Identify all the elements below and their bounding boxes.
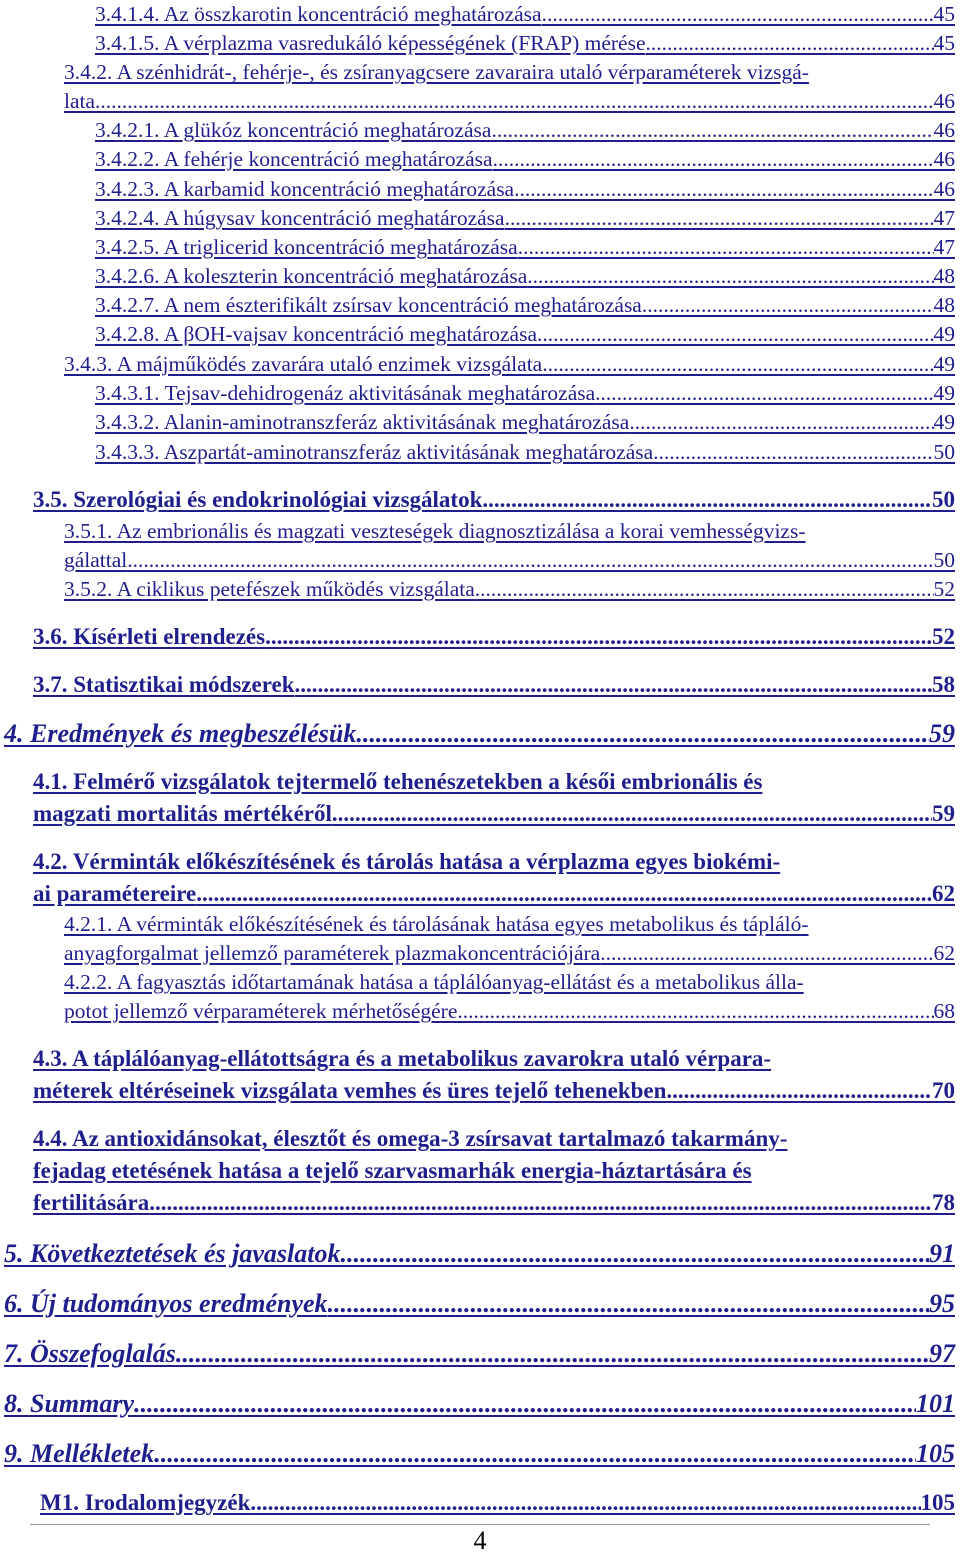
toc-line[interactable] xyxy=(33,849,780,875)
toc-entry-title: 4.4. Az antioxidánsokat, élesztőt és omega-3 zsírsavat tartalmazó takarmány- xyxy=(33,1126,788,1151)
toc-line[interactable] xyxy=(64,60,809,85)
toc-line[interactable] xyxy=(64,999,955,1024)
toc-page-number: 49 xyxy=(933,352,955,376)
dot-leader xyxy=(134,1389,916,1419)
toc-entry-title: ai paramétereire xyxy=(33,881,197,906)
toc-entry-title: 4.3. A táplálóanyag-ellátottságra és a metabolikus zavarokra utaló vérpara- xyxy=(33,1046,772,1071)
footer-divider xyxy=(30,1524,930,1525)
toc-line[interactable] xyxy=(95,381,955,406)
toc-line[interactable] xyxy=(95,206,955,231)
dot-leader xyxy=(328,1289,929,1319)
dot-leader xyxy=(491,118,933,143)
toc-entry-title: M1. Irodalomjegyzék xyxy=(40,1490,251,1515)
toc-page-number: 101 xyxy=(916,1389,955,1418)
toc-entry-title: 3.4.2.3. A karbamid koncentráció meghatározása xyxy=(95,177,515,201)
toc-entry-title: 6. Új tudományos eredmények xyxy=(4,1289,328,1318)
dot-leader xyxy=(600,941,933,966)
toc-page-number: 62 xyxy=(932,881,955,906)
toc-entry-title: 4.2.2. A fagyasztás időtartamának hatása a táplálóanyag-ellátást és a metabolikus álla- xyxy=(64,970,804,994)
toc-line[interactable] xyxy=(95,2,955,27)
page-number: 4 xyxy=(473,1526,487,1555)
toc-page-number: 50 xyxy=(933,548,955,572)
toc-page-number: 47 xyxy=(933,206,955,230)
dot-leader xyxy=(537,322,934,347)
toc-line[interactable] xyxy=(33,1158,752,1184)
toc-line[interactable] xyxy=(40,1490,955,1516)
toc-entry-title: magzati mortalitás mértékéről xyxy=(33,801,332,826)
toc-line[interactable] xyxy=(33,1190,955,1216)
toc-line[interactable] xyxy=(33,881,955,907)
dot-leader xyxy=(475,577,934,602)
toc-entry-title: 3.5.2. A ciklikus petefészek működés vizsgálata xyxy=(64,577,475,601)
toc-entry-title: anyagforgalmat jellemző paraméterek plazmakoncentrációjára xyxy=(64,941,601,965)
toc-entry-title: 3.4.3. A májműködés zavarára utaló enzimek vizsgálata xyxy=(64,352,543,376)
toc-line[interactable] xyxy=(95,293,955,318)
toc-entry-title: 3.4.2.1. A glükóz koncentráció meghatározása xyxy=(95,118,492,142)
toc-line[interactable] xyxy=(95,118,955,143)
toc-page-number: 49 xyxy=(933,410,955,434)
toc-entry-title: gálattal xyxy=(64,548,128,572)
dot-leader xyxy=(629,410,933,435)
toc-page-number: 59 xyxy=(932,801,955,826)
toc-line[interactable] xyxy=(4,1439,955,1469)
dot-leader xyxy=(653,440,933,465)
toc-line[interactable] xyxy=(64,519,806,544)
toc-line[interactable] xyxy=(95,410,955,435)
dot-leader xyxy=(295,672,932,698)
dot-leader xyxy=(457,999,933,1024)
toc-entry-title: 3.4.3.2. Alanin-aminotranszferáz aktivitásának meghatározása xyxy=(95,410,630,434)
toc-line[interactable] xyxy=(64,577,955,602)
toc-line[interactable] xyxy=(4,1289,955,1319)
toc-entry-title: 4. Eredmények és megbeszélésük xyxy=(4,719,357,748)
toc-entry-title: 3.4.2.4. A húgysav koncentráció meghatározása xyxy=(95,206,505,230)
toc-entry-title: 5. Következtetések és javaslatok xyxy=(4,1239,341,1268)
toc-entry-title: fejadag etetésének hatása a tejelő szarvasmarhák energia-háztartására és xyxy=(33,1158,752,1183)
toc-page-number: 105 xyxy=(920,1490,955,1515)
toc-entry-title: 3.7. Statisztikai módszerek xyxy=(33,672,295,697)
toc-line[interactable] xyxy=(95,264,955,289)
toc-entry-title: 3.4.1.4. Az összkarotin koncentráció meghatározása xyxy=(95,2,542,26)
toc-line[interactable] xyxy=(33,1046,771,1072)
dot-leader xyxy=(505,206,934,231)
dot-leader xyxy=(595,381,933,406)
toc-line[interactable] xyxy=(33,1126,787,1152)
toc-page-number: 46 xyxy=(933,118,955,142)
toc-line[interactable] xyxy=(64,970,804,995)
toc-line[interactable] xyxy=(64,89,955,114)
toc-page-number: 105 xyxy=(916,1439,955,1468)
toc-page-number: 78 xyxy=(932,1190,955,1215)
dot-leader xyxy=(176,1339,929,1369)
toc-entry-title: méterek eltéréseinek vizsgálata vemhes és üres tejelő tehenekben xyxy=(33,1078,667,1103)
toc-page-number: 47 xyxy=(933,235,955,259)
dot-leader xyxy=(127,548,933,573)
toc-entry-title: 3.4.3.1. Tejsav-dehidrogenáz aktivitásának meghatározása xyxy=(95,381,596,405)
dot-leader xyxy=(265,624,932,650)
toc-page-number: 70 xyxy=(932,1078,955,1103)
toc-entry-title: fertilitására xyxy=(33,1190,150,1215)
toc-entry-title: 3.5. Szerológiai és endokrinológiai vizsgálatok xyxy=(33,487,483,512)
dot-leader xyxy=(332,801,932,827)
dot-leader xyxy=(542,2,934,27)
toc-line[interactable] xyxy=(64,548,955,573)
toc-entry-title: 9. Mellékletek xyxy=(4,1439,155,1468)
toc-page-number: 48 xyxy=(933,264,955,288)
toc-line[interactable] xyxy=(4,719,955,749)
dot-leader xyxy=(514,177,933,202)
toc-entry-title: 3.4.3.3. Aszpartát-aminotranszferáz aktivitásának meghatározása xyxy=(95,440,654,464)
toc-page-number: 52 xyxy=(932,624,955,649)
toc-entry-title: 8. Summary xyxy=(4,1389,135,1418)
dot-leader xyxy=(518,235,934,260)
toc-line[interactable] xyxy=(64,352,955,377)
toc-entry-title: 4.2.1. A vérminták előkészítésének és tárolásának hatása egyes metabolikus és tápláló- xyxy=(64,912,809,936)
toc-line[interactable] xyxy=(4,1389,955,1419)
dot-leader xyxy=(356,719,929,749)
toc-page-number: 62 xyxy=(933,941,955,965)
toc-entry-title: potot jellemző vérparaméterek mérhetőségére xyxy=(64,999,458,1023)
toc-line[interactable] xyxy=(4,1339,955,1369)
toc-entry-title: 4.1. Felmérő vizsgálatok tejtermelő tehenészetekben a késői embrionális és xyxy=(33,769,763,794)
toc-entry-title: 3.4.2. A szénhidrát-, fehérje-, és zsíranyagcsere zavaraira utaló vérparaméterek vizsgá- xyxy=(64,60,809,84)
dot-leader xyxy=(340,1239,929,1269)
toc-entry-title: lata xyxy=(64,89,96,113)
dot-leader xyxy=(196,881,932,907)
dot-leader xyxy=(527,264,933,289)
toc-line[interactable] xyxy=(33,769,762,795)
toc-entry-title: 3.4.2.8. A βOH-vajsav koncentráció meghatározása xyxy=(95,322,537,346)
toc-page-number: 59 xyxy=(929,719,955,748)
toc-line[interactable] xyxy=(95,177,955,202)
dot-leader xyxy=(95,89,933,114)
toc-page-number: 46 xyxy=(933,147,955,171)
toc-page-number: 50 xyxy=(932,487,955,512)
dot-leader xyxy=(250,1490,920,1516)
toc-line[interactable] xyxy=(64,941,955,966)
dot-leader xyxy=(642,293,934,318)
dot-leader xyxy=(493,147,934,172)
toc-page-number: 95 xyxy=(929,1289,955,1318)
toc-line[interactable] xyxy=(33,624,955,650)
toc-page-number: 91 xyxy=(929,1239,955,1268)
toc-line[interactable] xyxy=(95,147,955,172)
toc-entry-title: 3.6. Kísérleti elrendezés xyxy=(33,624,266,649)
toc-page-number: 46 xyxy=(933,89,955,113)
toc-page-number: 50 xyxy=(933,440,955,464)
toc-line[interactable] xyxy=(33,801,955,827)
toc-page-number: 45 xyxy=(933,2,955,26)
toc-line[interactable] xyxy=(33,1078,955,1104)
toc-page-number: 97 xyxy=(929,1339,955,1368)
toc-entry-title: 3.4.2.6. A koleszterin koncentráció meghatározása xyxy=(95,264,528,288)
toc-page-number: 48 xyxy=(933,293,955,317)
toc-page-number: 49 xyxy=(933,381,955,405)
toc-entry-title: 3.4.2.7. A nem észterifikált zsírsav koncentráció meghatározása xyxy=(95,293,642,317)
toc-line[interactable] xyxy=(95,235,955,260)
toc-line[interactable] xyxy=(4,1239,955,1269)
toc-line[interactable] xyxy=(95,31,955,56)
dot-leader xyxy=(154,1439,916,1469)
toc-page-number: 58 xyxy=(932,672,955,697)
toc-entry-title: 3.5.1. Az embrionális és magzati veszteségek diagnosztizálása a korai vemhességvizs- xyxy=(64,519,806,543)
toc-line[interactable] xyxy=(95,440,955,465)
toc-page-number: 46 xyxy=(933,177,955,201)
toc-line[interactable] xyxy=(33,672,955,698)
dot-leader xyxy=(149,1190,932,1216)
toc-entry-title: 4.2. Vérminták előkészítésének és tárolás hatása a vérplazma egyes biokémi- xyxy=(33,849,781,874)
toc-line[interactable] xyxy=(95,322,955,347)
toc-line[interactable] xyxy=(33,487,955,513)
dot-leader xyxy=(542,352,933,377)
dot-leader xyxy=(666,1078,932,1104)
toc-line[interactable] xyxy=(64,912,809,937)
toc-page-number: 52 xyxy=(933,577,955,601)
toc-entry-title: 3.4.2.2. A fehérje koncentráció meghatározása xyxy=(95,147,493,171)
toc-entry-title: 7. Összefoglalás xyxy=(4,1339,176,1368)
toc-page-number: 49 xyxy=(933,322,955,346)
dot-leader xyxy=(482,487,932,513)
dot-leader xyxy=(646,31,934,56)
toc-page-number: 68 xyxy=(933,999,955,1023)
toc-entry-title: 3.4.1.5. A vérplazma vasredukáló képességének (FRAP) mérése xyxy=(95,31,646,55)
toc-entry-title: 3.4.2.5. A triglicerid koncentráció meghatározása xyxy=(95,235,518,259)
toc-page-number: 45 xyxy=(933,31,955,55)
